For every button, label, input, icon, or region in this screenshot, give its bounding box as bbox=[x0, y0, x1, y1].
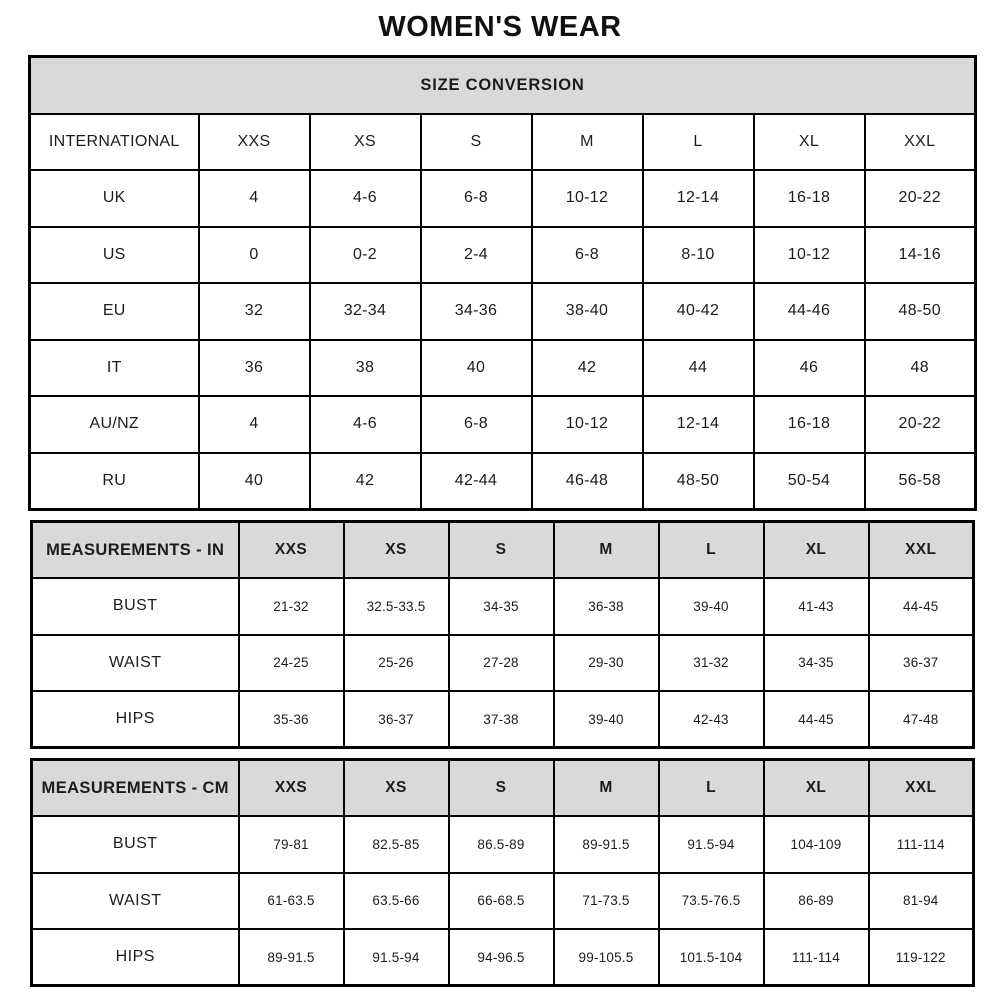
measure-label-hips: HIPS bbox=[32, 691, 239, 748]
size-value: 8-10 bbox=[643, 227, 754, 284]
column-header-l: L bbox=[659, 522, 764, 579]
size-value: 14-16 bbox=[865, 227, 976, 284]
region-label-ru: RU bbox=[30, 453, 199, 510]
column-header-xs: XS bbox=[344, 760, 449, 817]
measure-value: 39-40 bbox=[554, 691, 659, 748]
size-value: 10-12 bbox=[532, 396, 643, 453]
size-value: 10-12 bbox=[532, 170, 643, 227]
size-value: 20-22 bbox=[865, 396, 976, 453]
size-value: 6-8 bbox=[421, 396, 532, 453]
region-label-it: IT bbox=[30, 340, 199, 397]
size-value: 38 bbox=[310, 340, 421, 397]
column-header-xl: XL bbox=[764, 522, 869, 579]
size-value: 48-50 bbox=[865, 283, 976, 340]
size-conversion-table bbox=[28, 55, 977, 511]
size-value: 38-40 bbox=[532, 283, 643, 340]
measure-value: 41-43 bbox=[764, 578, 869, 635]
size-value: 0-2 bbox=[310, 227, 421, 284]
size-value: 32-34 bbox=[310, 283, 421, 340]
measure-value: 61-63.5 bbox=[239, 873, 344, 930]
measure-value: 47-48 bbox=[869, 691, 974, 748]
measure-label-waist: WAIST bbox=[32, 635, 239, 692]
measure-value: 25-26 bbox=[344, 635, 449, 692]
measure-label-waist: WAIST bbox=[32, 873, 239, 930]
region-label-aunz: AU/NZ bbox=[30, 396, 199, 453]
size-value: 56-58 bbox=[865, 453, 976, 510]
table-row-bust-in bbox=[32, 578, 974, 635]
size-value: 36 bbox=[199, 340, 310, 397]
measure-value: 34-35 bbox=[764, 635, 869, 692]
measure-value: 32.5-33.5 bbox=[344, 578, 449, 635]
column-header-xxl: XXL bbox=[869, 522, 974, 579]
column-header-m: M bbox=[554, 760, 659, 817]
measure-value: 89-91.5 bbox=[239, 929, 344, 986]
column-header-international: INTERNATIONAL bbox=[30, 114, 199, 171]
measure-value: 44-45 bbox=[764, 691, 869, 748]
size-value: 48 bbox=[865, 340, 976, 397]
size-value: 40-42 bbox=[643, 283, 754, 340]
measure-value: 29-30 bbox=[554, 635, 659, 692]
table-row-waist-in bbox=[32, 635, 974, 692]
measure-value: 82.5-85 bbox=[344, 816, 449, 873]
column-header-xs: XS bbox=[344, 522, 449, 579]
measure-value: 36-37 bbox=[869, 635, 974, 692]
table-row-bust-cm bbox=[32, 816, 974, 873]
size-value: 6-8 bbox=[421, 170, 532, 227]
measurements-in-heading: MEASUREMENTS - IN bbox=[32, 522, 239, 579]
measure-label-bust: BUST bbox=[32, 578, 239, 635]
column-header-xxs: XXS bbox=[199, 114, 310, 171]
measure-value: 27-28 bbox=[449, 635, 554, 692]
size-value: 20-22 bbox=[865, 170, 976, 227]
size-value: 50-54 bbox=[754, 453, 865, 510]
measure-value: 37-38 bbox=[449, 691, 554, 748]
measure-value: 34-35 bbox=[449, 578, 554, 635]
measure-value: 66-68.5 bbox=[449, 873, 554, 930]
size-value: 6-8 bbox=[532, 227, 643, 284]
measurements-cm-header-row bbox=[32, 760, 974, 817]
size-value: 12-14 bbox=[643, 396, 754, 453]
measurements-in-header-row bbox=[32, 522, 974, 579]
size-value: 16-18 bbox=[754, 170, 865, 227]
column-header-xxl: XXL bbox=[865, 114, 976, 171]
column-header-m: M bbox=[532, 114, 643, 171]
measurements-cm-heading: MEASUREMENTS - CM bbox=[32, 760, 239, 817]
size-value: 46-48 bbox=[532, 453, 643, 510]
column-header-xxl: XXL bbox=[869, 760, 974, 817]
table-row-uk bbox=[30, 170, 976, 227]
table-row-eu bbox=[30, 283, 976, 340]
size-value: 4 bbox=[199, 396, 310, 453]
measure-value: 89-91.5 bbox=[554, 816, 659, 873]
measure-value: 111-114 bbox=[764, 929, 869, 986]
column-header-s: S bbox=[449, 760, 554, 817]
size-value: 46 bbox=[754, 340, 865, 397]
size-value: 40 bbox=[421, 340, 532, 397]
size-value: 34-36 bbox=[421, 283, 532, 340]
region-label-us: US bbox=[30, 227, 199, 284]
column-header-xxs: XXS bbox=[239, 522, 344, 579]
measure-value: 31-32 bbox=[659, 635, 764, 692]
table-row-ru bbox=[30, 453, 976, 510]
measure-value: 119-122 bbox=[869, 929, 974, 986]
size-value: 4-6 bbox=[310, 170, 421, 227]
measure-label-hips: HIPS bbox=[32, 929, 239, 986]
column-header-l: L bbox=[643, 114, 754, 171]
size-value: 12-14 bbox=[643, 170, 754, 227]
table-row-hips-cm bbox=[32, 929, 974, 986]
measurements-in-table bbox=[30, 520, 975, 749]
page-title: WOMEN'S WEAR bbox=[378, 11, 622, 43]
measure-value: 79-81 bbox=[239, 816, 344, 873]
column-header-xxs: XXS bbox=[239, 760, 344, 817]
size-value: 48-50 bbox=[643, 453, 754, 510]
measure-value: 104-109 bbox=[764, 816, 869, 873]
measure-value: 44-45 bbox=[869, 578, 974, 635]
column-header-xl: XL bbox=[764, 760, 869, 817]
table-row-waist-cm bbox=[32, 873, 974, 930]
measure-value: 86-89 bbox=[764, 873, 869, 930]
measure-value: 73.5-76.5 bbox=[659, 873, 764, 930]
measure-value: 101.5-104 bbox=[659, 929, 764, 986]
region-label-eu: EU bbox=[30, 283, 199, 340]
size-conversion-banner-row bbox=[30, 57, 976, 114]
table-row-us bbox=[30, 227, 976, 284]
measure-value: 63.5-66 bbox=[344, 873, 449, 930]
measure-value: 36-37 bbox=[344, 691, 449, 748]
size-value: 42 bbox=[310, 453, 421, 510]
measure-value: 99-105.5 bbox=[554, 929, 659, 986]
table-row-aunz bbox=[30, 396, 976, 453]
column-header-xs: XS bbox=[310, 114, 421, 171]
size-header-row bbox=[30, 114, 976, 171]
size-value: 42-44 bbox=[421, 453, 532, 510]
measure-value: 111-114 bbox=[869, 816, 974, 873]
measure-value: 21-32 bbox=[239, 578, 344, 635]
measure-value: 81-94 bbox=[869, 873, 974, 930]
column-header-m: M bbox=[554, 522, 659, 579]
measurements-cm-table bbox=[30, 758, 975, 987]
measure-value: 91.5-94 bbox=[659, 816, 764, 873]
measure-value: 35-36 bbox=[239, 691, 344, 748]
measure-value: 91.5-94 bbox=[344, 929, 449, 986]
column-header-s: S bbox=[449, 522, 554, 579]
measure-value: 86.5-89 bbox=[449, 816, 554, 873]
measure-value: 94-96.5 bbox=[449, 929, 554, 986]
size-value: 16-18 bbox=[754, 396, 865, 453]
measure-value: 42-43 bbox=[659, 691, 764, 748]
measure-value: 71-73.5 bbox=[554, 873, 659, 930]
size-value: 40 bbox=[199, 453, 310, 510]
size-value: 42 bbox=[532, 340, 643, 397]
measure-value: 36-38 bbox=[554, 578, 659, 635]
table-row-hips-in bbox=[32, 691, 974, 748]
column-header-xl: XL bbox=[754, 114, 865, 171]
size-value: 44 bbox=[643, 340, 754, 397]
table-row-it bbox=[30, 340, 976, 397]
size-value: 32 bbox=[199, 283, 310, 340]
measure-label-bust: BUST bbox=[32, 816, 239, 873]
size-value: 10-12 bbox=[754, 227, 865, 284]
size-value: 0 bbox=[199, 227, 310, 284]
column-header-s: S bbox=[421, 114, 532, 171]
size-value: 2-4 bbox=[421, 227, 532, 284]
column-header-l: L bbox=[659, 760, 764, 817]
size-value: 44-46 bbox=[754, 283, 865, 340]
size-value: 4 bbox=[199, 170, 310, 227]
measure-value: 39-40 bbox=[659, 578, 764, 635]
size-value: 4-6 bbox=[310, 396, 421, 453]
measure-value: 24-25 bbox=[239, 635, 344, 692]
region-label-uk: UK bbox=[30, 170, 199, 227]
size-conversion-heading: SIZE CONVERSION bbox=[30, 57, 976, 114]
